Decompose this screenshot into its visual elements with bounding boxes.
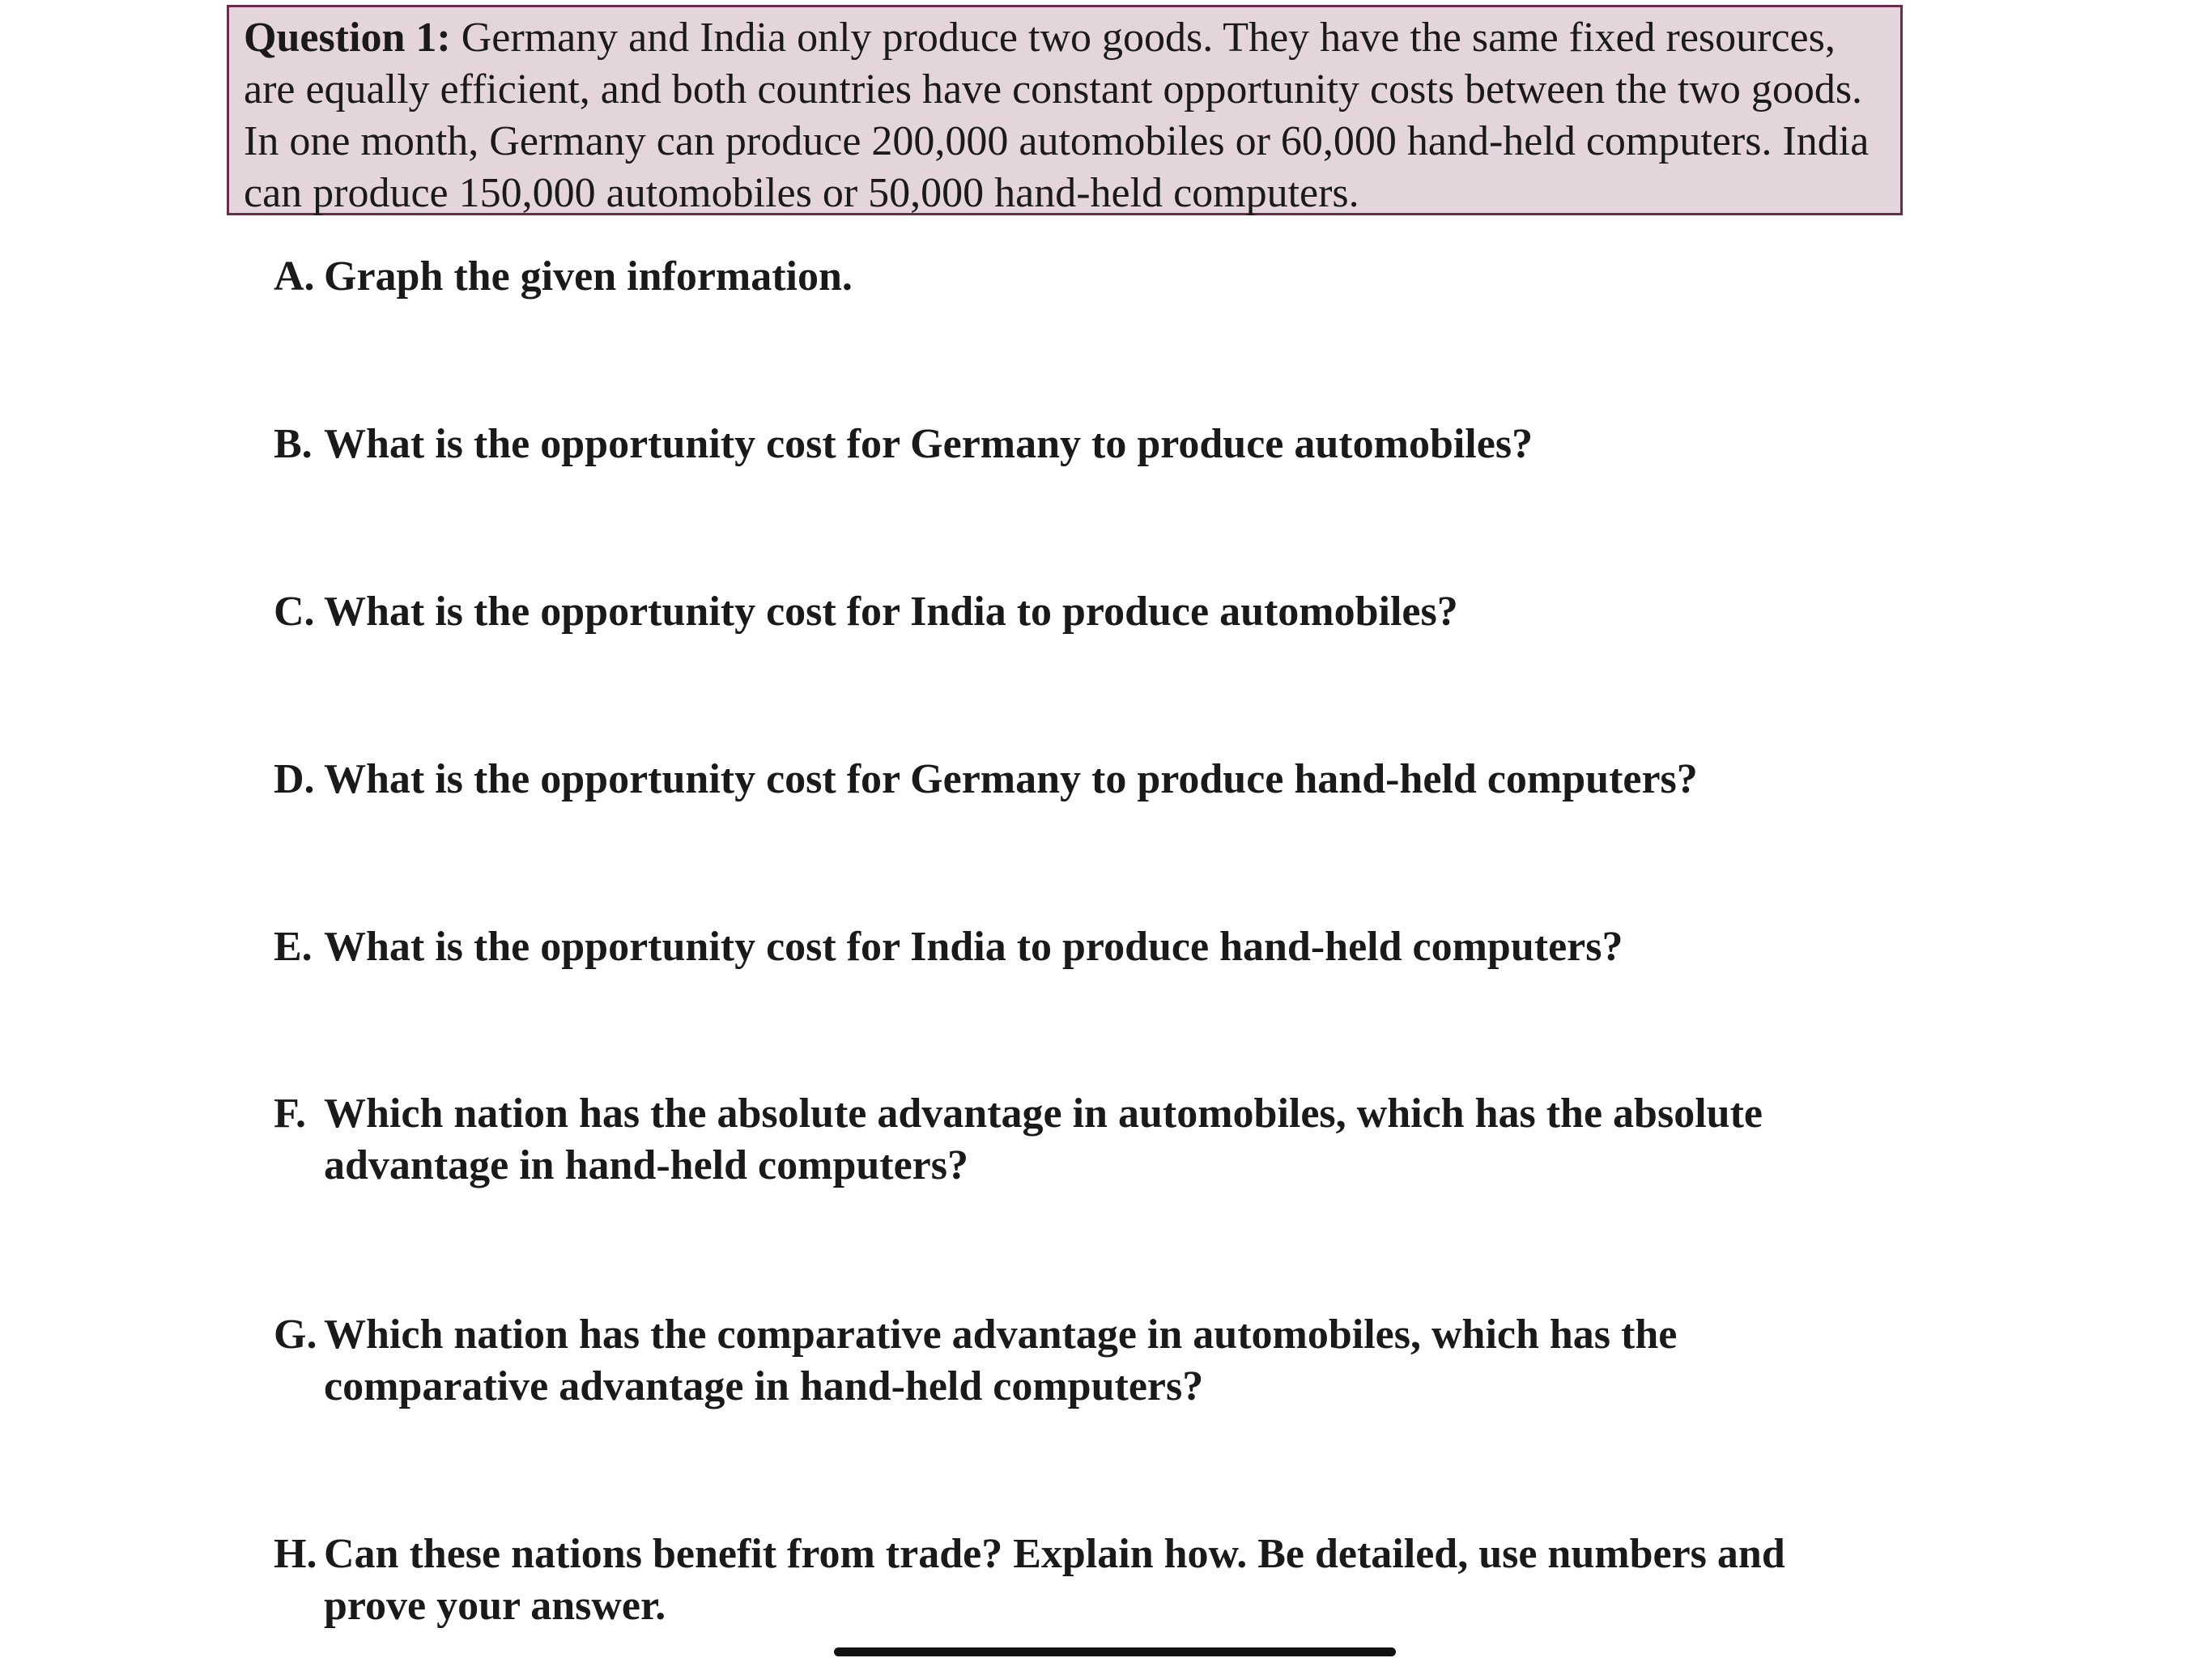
- item-text: What is the opportunity cost for India to produce hand-held computers?: [324, 924, 1623, 970]
- item-text: Which nation has the absolute advantage in automobiles, which has the absolute advantage in hand-held computers?: [324, 1090, 1763, 1188]
- item-letter: H.: [274, 1531, 317, 1577]
- item-text: What is the opportunity cost for India to produce automobiles?: [324, 589, 1458, 635]
- question-label: Question 1:: [244, 15, 451, 61]
- question-item-h: [257, 1528, 1861, 1632]
- question-item-g: [257, 1309, 1796, 1413]
- item-letter: B.: [274, 421, 313, 467]
- question-item-d: [257, 754, 1877, 806]
- item-text: Which nation has the comparative advantage in automobiles, which has the comparative advantage in hand-held computers?: [324, 1312, 1678, 1409]
- item-text: What is the opportunity cost for Germany to produce hand-held computers?: [324, 756, 1698, 802]
- question-item-c: [257, 586, 1877, 638]
- question-item-a: [257, 251, 1877, 303]
- item-letter: A.: [274, 253, 315, 300]
- home-indicator[interactable]: [834, 1647, 1396, 1656]
- question-box: [227, 5, 1903, 215]
- item-text: What is the opportunity cost for Germany to produce automobiles?: [324, 421, 1534, 467]
- item-letter: E.: [274, 924, 313, 970]
- item-text: Graph the given information.: [324, 253, 853, 300]
- question-item-b: [257, 419, 1877, 470]
- question-item-e: [257, 921, 1877, 973]
- item-letter: F.: [274, 1090, 306, 1137]
- question-item-f: [257, 1088, 1844, 1192]
- item-letter: D.: [274, 756, 315, 802]
- item-text: Can these nations benefit from trade? Explain how. Be detailed, use numbers and prove your answer.: [324, 1531, 1785, 1629]
- item-letter: C.: [274, 589, 315, 635]
- item-letter: G.: [274, 1312, 317, 1358]
- question-text: Germany and India only produce two goods. They have the same fixed resources, are equally efficient, and both countries have constant opportunity costs between the two goods. In one month, Germany can produce 200,000 automobiles or 60,000 hand-held computers. India can produce 150,000 automobiles or 50,000 hand-held computers.: [244, 15, 1870, 216]
